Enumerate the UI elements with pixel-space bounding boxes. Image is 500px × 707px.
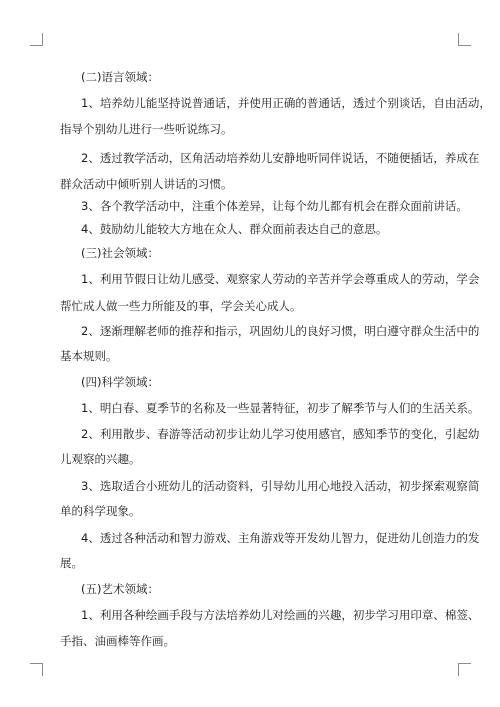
paragraph-line: 4、鼓励幼儿能较大方地在众人、群众面前表达自己的意思。: [81, 222, 388, 236]
paragraph-line: 2、逐渐理解老师的推荐和指示，巩固幼儿的良好习惯，明白遵守群众生活中的: [81, 324, 480, 338]
paragraph-line: 儿观察的兴趣。: [60, 452, 141, 466]
paragraph-line: 1、明白春、夏季节的名称及一些显著特征，初步了解季节与人们的生活关系。: [81, 401, 480, 415]
crop-mark-bottom-left: [30, 663, 43, 676]
paragraph-line: 3、选取适合小班幼儿的活动资料，引导幼儿用心地投入活动，初步探索观察简: [81, 479, 480, 493]
paragraph-line: 1、利用各种绘画手段与方法培养幼儿对绘画的兴趣，初步学习用印章、棉签、: [81, 608, 480, 622]
section-heading-science: (四)科学领域：: [81, 375, 159, 389]
paragraph-line: 手指、油画棒等作画。: [60, 634, 175, 648]
paragraph-line: 2、透过教学活动，区角活动培养幼儿安静地听同伴说话，不随便插话，养成在: [81, 151, 480, 165]
paragraph-line: 单的科学现象。: [60, 504, 141, 518]
paragraph-line: 3、各个教学活动中，注重个体差异，让每个幼儿都有机会在群众面前讲话。: [81, 199, 468, 213]
crop-mark-top-left: [30, 33, 43, 46]
paragraph-line: 4、透过各种活动和智力游戏、主角游戏等开发幼儿智力，促进幼儿创造力的发: [81, 531, 480, 545]
paragraph-line: 展。: [60, 556, 83, 570]
crop-mark-bottom-right: [458, 663, 471, 676]
section-heading-art: (五)艺术领域：: [81, 582, 159, 596]
crop-mark-top-right: [458, 33, 471, 46]
paragraph-line: 1、利用节假日让幼儿感受、观察家人劳动的辛苦并学会尊重成人的劳动，学会: [81, 272, 480, 286]
paragraph-line: 群众活动中倾听别人讲话的习惯。: [60, 177, 233, 191]
section-heading-language: (二)语言领域：: [81, 70, 159, 84]
paragraph-line: 指导个别幼儿进行一些听说练习。: [60, 122, 233, 136]
section-heading-social: (三)社会领域：: [81, 246, 159, 260]
paragraph-line: 帮忙成人做一些力所能及的事，学会关心成人。: [60, 299, 302, 313]
paragraph-line: 2、利用散步、春游等活动初步让幼儿学习使用感官，感知季节的变化，引起幼: [81, 427, 480, 441]
paragraph-line: 1、培养幼儿能坚持说普通话，并使用正确的普通话，透过个别谈话，自由活动，: [81, 96, 491, 110]
paragraph-line: 基本规则。: [60, 349, 118, 363]
